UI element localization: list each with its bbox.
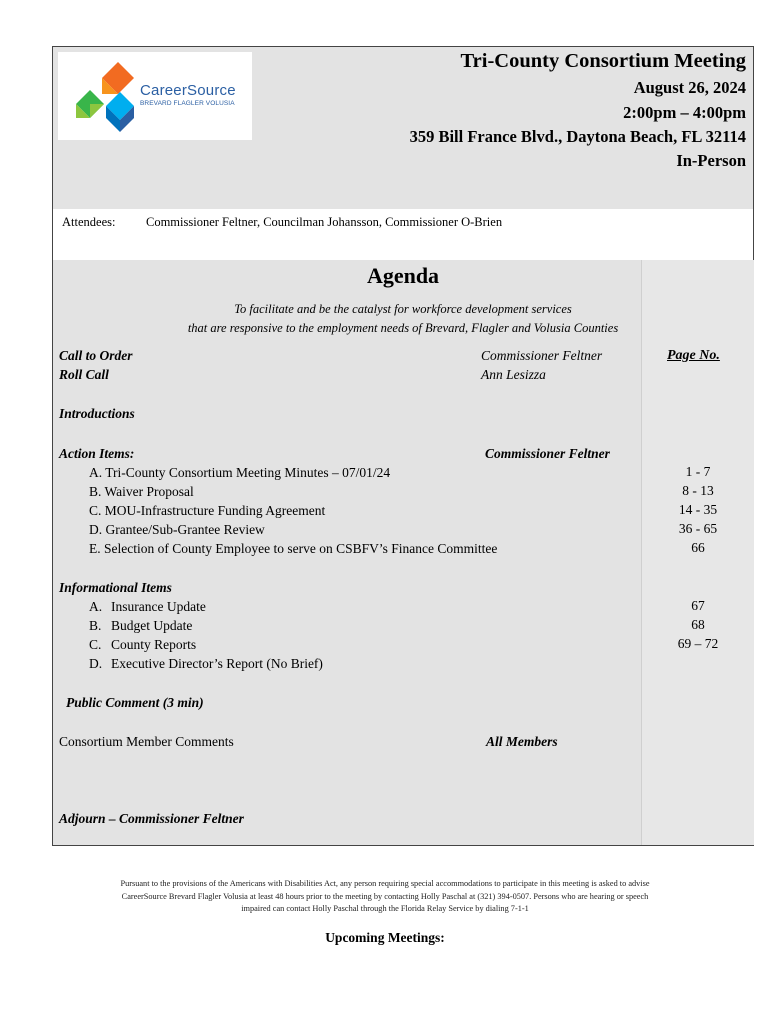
info-item-pages: 68 (691, 617, 705, 632)
mission-line-2: that are responsive to the employment needs of Brevard, Flagler and Volusia Counties (187, 321, 619, 335)
call-to-order-presenter: Commissioner Feltner (481, 348, 603, 363)
info-item-letter: B. (89, 618, 102, 633)
page-number-column (641, 260, 754, 845)
info-item-letter: A. (89, 599, 103, 614)
ada-notice (70, 878, 700, 916)
ada-notice-line: impaired can contact Holly Paschal through the Florida Relay Service by dialing 7-1-1 (241, 904, 529, 913)
careersource-logo (58, 52, 252, 140)
info-item: County Reports (111, 637, 197, 652)
adjourn-label: Adjourn – Commissioner Feltner (59, 811, 244, 826)
roll-call-label: Roll Call (59, 367, 109, 382)
attendees-label: Attendees: (62, 215, 116, 229)
page-no-header: Page No. (667, 348, 720, 363)
attendees-section (53, 209, 753, 260)
info-item: Insurance Update (111, 599, 206, 614)
roll-call-presenter: Ann Lesizza (481, 367, 546, 382)
meeting-mode: In-Person (676, 151, 746, 170)
action-items-label: Action Items: (59, 446, 135, 461)
action-item: D. Grantee/Sub-Grantee Review (89, 522, 265, 537)
call-to-order-label: Call to Order (59, 348, 133, 363)
member-comments-label: Consortium Member Comments (59, 734, 234, 749)
meeting-title: Tri-County Consortium Meeting (460, 50, 746, 72)
info-item-pages: 69 – 72 (677, 636, 719, 651)
action-item-pages: 14 - 35 (678, 502, 718, 517)
mission-line-1: To facilitate and be the catalyst for workforce development services (234, 302, 572, 316)
meeting-date: August 26, 2024 (633, 78, 746, 97)
attendees-names: Commissioner Feltner, Councilman Johansson, Commissioner O-Brien (146, 215, 503, 229)
introductions-label: Introductions (59, 406, 135, 421)
ada-notice-line: Pursuant to the provisions of the Americans with Disabilities Act, any person requiring special accommodations to participate in this meeting is asked to advise (120, 879, 650, 888)
action-item-pages: 36 - 65 (678, 521, 718, 536)
action-item: A. Tri-County Consortium Meeting Minutes – 07/01/24 (89, 465, 391, 480)
action-item: C. MOU-Infrastructure Funding Agreement (89, 503, 326, 518)
agenda-frame (52, 46, 754, 846)
action-item: B. Waiver Proposal (89, 484, 194, 499)
info-item-pages: 67 (691, 598, 705, 613)
info-item: Executive Director’s Report (No Brief) (111, 656, 323, 671)
informational-items-label: Informational Items (59, 580, 172, 595)
info-item-letter: D. (89, 656, 103, 671)
ada-notice-line: CareerSource Brevard Flagler Volusia at least 48 hours prior to the meeting by contacting Holly Paschal at (321) 394-0507. Persons who are hearing or speech (121, 891, 649, 901)
action-item: E. Selection of County Employee to serve on CSBFV’s Finance Committee (89, 541, 498, 556)
meeting-address: 359 Bill France Blvd., Daytona Beach, FL 32114 (409, 127, 746, 146)
action-item-pages: 8 - 13 (682, 483, 714, 498)
agenda-title: Agenda (366, 263, 440, 288)
member-comments-presenter: All Members (486, 734, 558, 749)
logo-wordmark: CareerSource (140, 82, 236, 99)
logo-subtitle: BREVARD FLAGLER VOLUSIA (140, 100, 235, 107)
public-comment-label: Public Comment (3 min) (66, 695, 204, 710)
info-item-letter: C. (89, 637, 102, 652)
info-item: Budget Update (111, 618, 193, 633)
action-item-pages: 1 - 7 (685, 464, 711, 479)
action-item-pages: 66 (691, 540, 705, 555)
meeting-time: 2:00pm – 4:00pm (623, 103, 746, 122)
careersource-logo-mark (58, 52, 138, 140)
action-items-presenter: Commissioner Feltner (485, 446, 610, 461)
upcoming-meetings-heading: Upcoming Meetings: (325, 930, 445, 945)
